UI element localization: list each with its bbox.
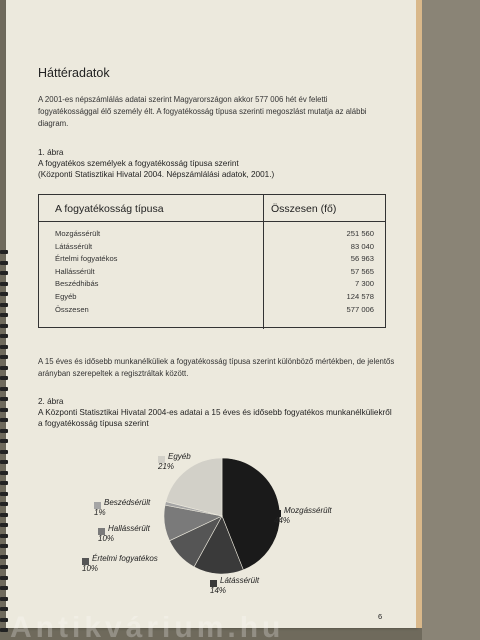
figure2-caption: [38, 396, 398, 429]
binding-ring: [0, 334, 8, 338]
table-cell-total: 56 963: [350, 254, 374, 264]
table-cell-total: 57 565: [350, 266, 374, 276]
table-cell-type: Mozgássérült: [55, 229, 101, 238]
table-cell-total: 577 006: [346, 304, 374, 314]
slice-percent: 44%: [274, 516, 291, 525]
binding-ring: [0, 471, 8, 475]
table-cell-type: Beszédhibás: [55, 279, 99, 289]
slice-label: Mozgássérült: [284, 506, 332, 515]
table-cell-total: 251 560: [346, 229, 374, 238]
slice-percent: 21%: [158, 462, 175, 471]
slice-label: Egyéb: [168, 452, 191, 461]
binding-ring: [0, 450, 8, 454]
section-heading: Háttéradatok: [38, 66, 110, 80]
binding-ring: [0, 513, 8, 517]
binding-ring: [0, 355, 8, 359]
disability-table: [38, 194, 386, 328]
binding-ring: [0, 345, 8, 349]
table-header-type: A fogyatékosság típusa: [55, 203, 164, 215]
figure1-caption: [38, 147, 398, 180]
binding-ring: [0, 523, 8, 527]
table-row: [39, 279, 385, 292]
page-number: 6: [378, 612, 383, 621]
table-cell-total: 124 578: [346, 291, 374, 301]
table-cell-type: Hallássérült: [55, 266, 95, 276]
binding-ring: [0, 250, 8, 254]
table-cell-type: Látássérült: [55, 241, 93, 251]
table-row: [39, 229, 385, 242]
table-cell-total: 7 300: [354, 279, 374, 289]
figure2-number: 2. ábra: [38, 397, 64, 406]
binding-ring: [0, 586, 8, 590]
back-sheet: [422, 0, 480, 640]
table-row: [39, 242, 385, 255]
binding-ring: [0, 271, 8, 275]
slice-percent: 1%: [94, 508, 106, 517]
table-row: [39, 254, 385, 267]
slice-label: Értelmi fogyatékos: [92, 554, 158, 563]
slice-percent: 14%: [210, 586, 227, 595]
binding-ring: [0, 303, 8, 307]
binding-ring: [0, 502, 8, 506]
binding-ring: [0, 366, 8, 370]
figure1-title: A fogyatékos személyek a fogyatékosság típusa szerint: [38, 159, 239, 168]
binding-ring: [0, 387, 8, 391]
binding-ring: [0, 607, 8, 611]
slice-percent: 10%: [98, 534, 115, 543]
binding-ring: [0, 261, 8, 265]
binding-ring: [0, 565, 8, 569]
binding-ring: [0, 555, 8, 559]
binding-ring: [0, 282, 8, 286]
table-body: [39, 229, 385, 317]
table-row: [39, 267, 385, 280]
binding-ring: [0, 439, 8, 443]
binding-ring: [0, 576, 8, 580]
binding-ring: [0, 534, 8, 538]
slice-percent: 10%: [82, 564, 99, 573]
binding-ring: [0, 376, 8, 380]
intro-paragraph: A 2001-es népszámlálás adatai szerint Magyarországon akkor 577 006 hét év feletti fogyatékossággal élő személy élt. A fogyatékosság típusa szerinti megoszlást mutatja az alábbi diagram.: [38, 95, 367, 128]
binding-ring: [0, 408, 8, 412]
table-cell-type: Összesen: [55, 304, 89, 314]
pie-chart: [62, 448, 382, 608]
binding-ring: [0, 429, 8, 433]
slice-label: Hallássérült: [108, 524, 150, 533]
binding-ring: [0, 460, 8, 464]
second-paragraph: A 15 éves és idősebb munkanélküliek a fogyatékosság típusa szerint különböző mértékben, de jelentős arányban szerepeltek a regisztráltak között.: [38, 357, 395, 378]
binding-ring: [0, 597, 8, 601]
binding-ring: [0, 492, 8, 496]
binding-ring: [0, 481, 8, 485]
binding-ring: [0, 292, 8, 296]
table-cell-type: Egyéb: [55, 291, 77, 301]
table-header-divider: [39, 221, 385, 222]
table-row: [39, 292, 385, 305]
table-cell-total: 83 040: [350, 241, 374, 251]
binding-ring: [0, 397, 8, 401]
slice-label: Beszédsérült: [104, 498, 151, 507]
slice-label: Látássérült: [220, 576, 260, 585]
watermark-text: Antikvárium.hu: [10, 616, 285, 640]
figure1-source: (Központi Statisztikai Hivatal 2004. Népszámlálási adatok, 2001.): [38, 170, 275, 179]
figure2-title: A Központi Statisztikai Hivatal 2004-es adatai a 15 éves és idősebb fogyatékos munkanélküliekről a fogyatékosság típusa szerint: [38, 408, 392, 428]
document-page: [6, 0, 416, 628]
binding-ring: [0, 544, 8, 548]
table-header-total: Összesen (fő): [271, 203, 337, 215]
table-cell-type: Értelmi fogyatékos: [55, 254, 118, 264]
binding-ring: [0, 324, 8, 328]
binding-ring: [0, 313, 8, 317]
binding-ring: [0, 418, 8, 422]
table-row: [39, 305, 385, 318]
figure1-number: 1. ábra: [38, 148, 64, 157]
